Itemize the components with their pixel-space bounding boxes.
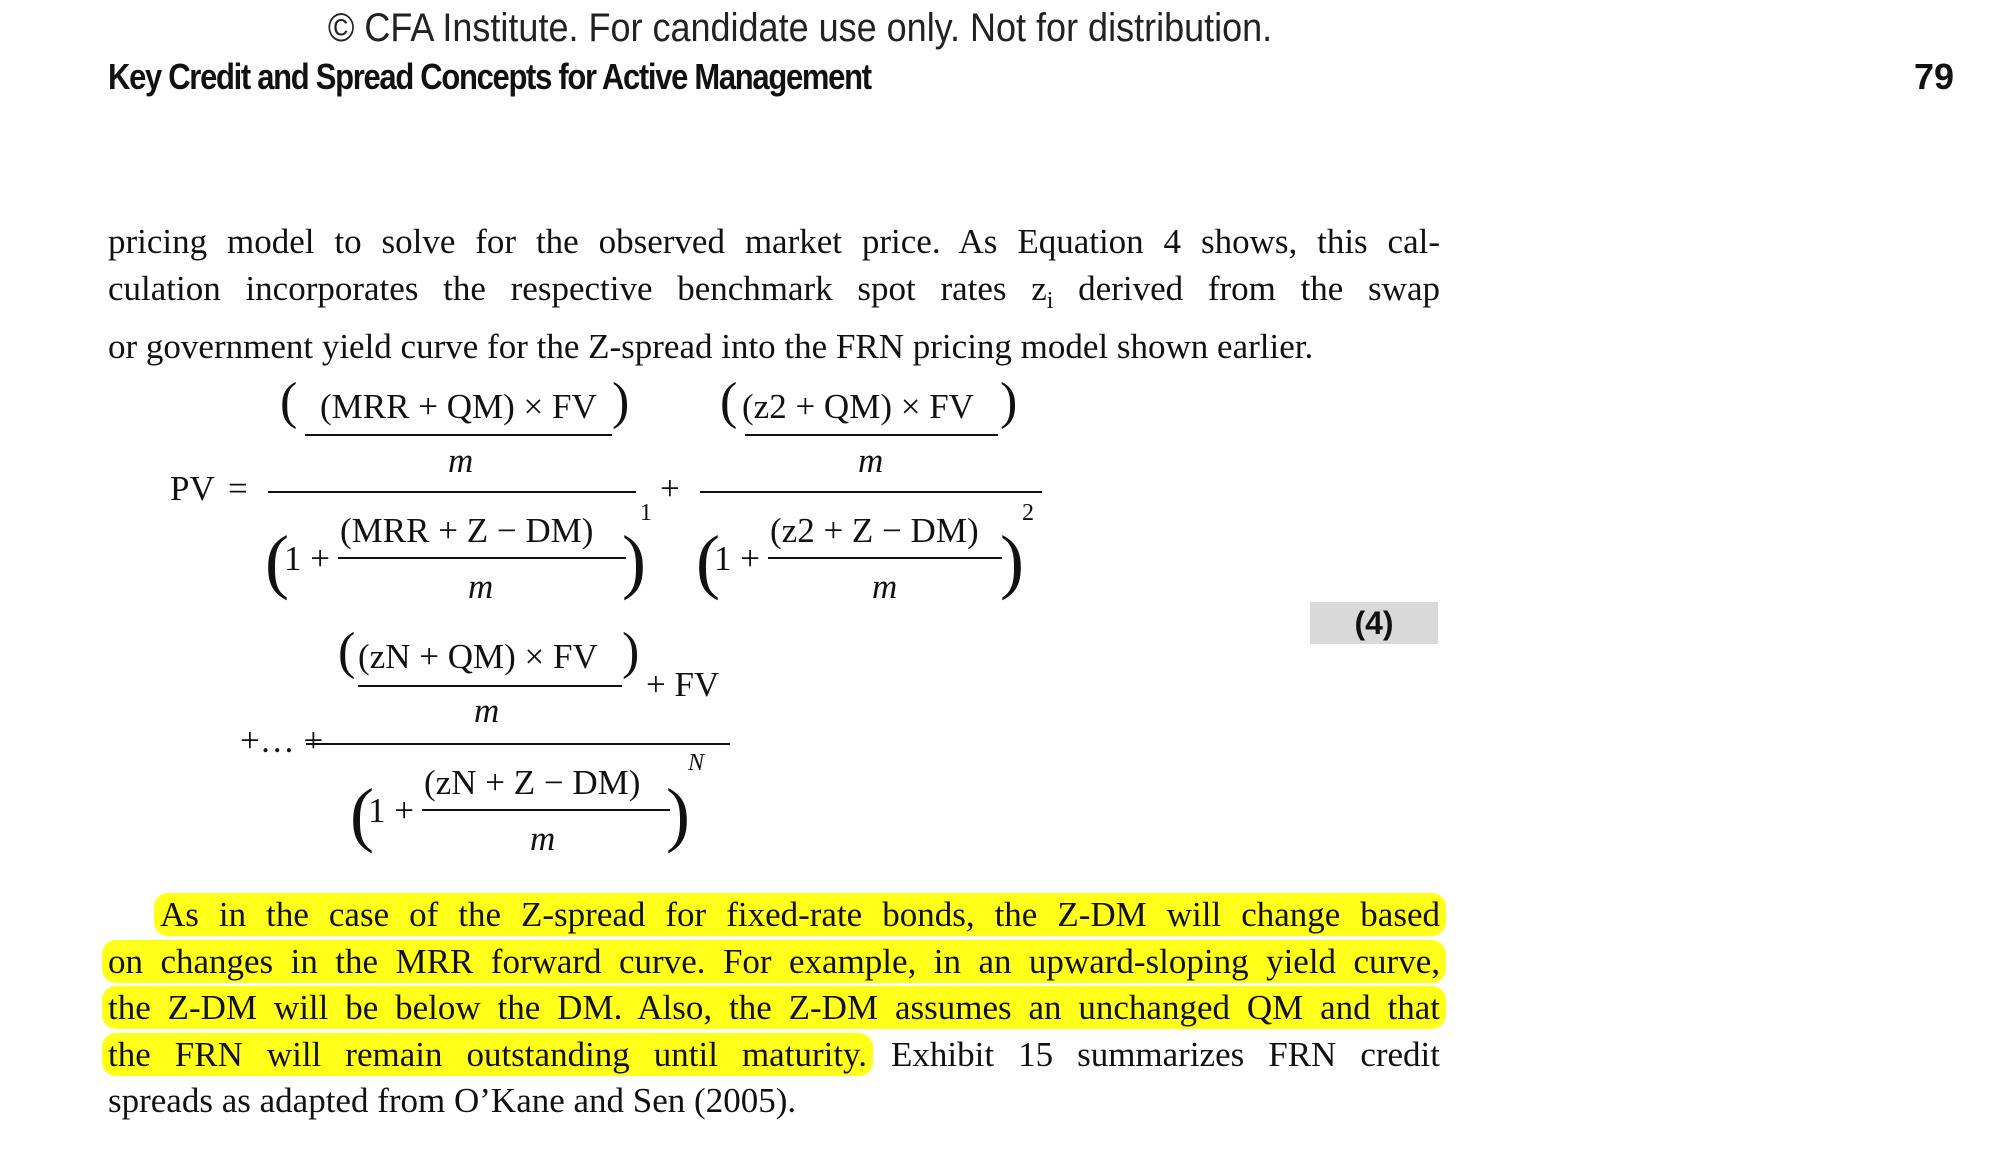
followup-line-2: [108, 939, 1440, 986]
term2-den-right-paren: ): [1000, 521, 1024, 601]
termN-exponent: N: [688, 750, 705, 776]
term2-den-left-paren: (: [696, 521, 720, 601]
equation-number: (4): [1310, 602, 1438, 644]
term1-num-right-paren: ): [612, 373, 630, 430]
termN-num-left-paren: (: [338, 623, 356, 680]
term1-den-one-plus: 1 +: [284, 539, 330, 578]
intro-line-2-start: culation incorporates the respective benchmark spot rates z: [108, 268, 1047, 308]
termN-numerator-text: (zN + QM) × FV: [358, 637, 598, 676]
term2-num-left-paren: (: [720, 373, 738, 430]
term1-den-text: (MRR + Z − DM): [340, 511, 594, 550]
followup-line-4: [108, 1032, 1440, 1079]
followup-line-4-rest: Exhibit 15 summarizes FRN credit: [867, 1034, 1441, 1074]
highlight-line-1: As in the case of the Z-spread for fixed-rate bonds, the Z-DM will change based: [154, 893, 1446, 936]
highlight-line-2: on changes in the MRR forward curve. For example, in an upward-sloping yield curve,: [102, 940, 1446, 983]
term-2: [696, 373, 1042, 606]
termN-den-left-paren: (: [350, 774, 374, 854]
intro-line-3: or government yield curve for the Z-spread into the FRN pricing model shown earlier.: [108, 327, 1314, 366]
page-number: 79: [1913, 56, 1954, 97]
followup-line-3: [108, 985, 1440, 1032]
spot-rate-subscript: i: [1046, 287, 1054, 314]
term1-num-left-paren: (: [280, 373, 298, 430]
termN-den-one-plus: 1 +: [368, 791, 414, 830]
highlight-line-3: the Z-DM will be below the DM. Also, the Z-DM assumes an unchanged QM and that: [102, 986, 1446, 1029]
term1-num-m: m: [448, 441, 474, 480]
term1-den-right-paren: ): [622, 521, 646, 601]
running-head: Key Credit and Spread Concepts for Active Management: [108, 56, 871, 97]
pv-symbol: PV: [170, 469, 215, 508]
term1-exponent: 1: [640, 500, 652, 526]
intro-line-2-end: derived from the swap: [1053, 268, 1440, 308]
termN-den-text: (zN + Z − DM): [424, 763, 641, 802]
highlight-line-4: the FRN will remain outstanding until maturity.: [102, 1033, 873, 1076]
termN-plus-fv: + FV: [646, 665, 720, 704]
intro-line-1: pricing model to solve for the observed market price. As Equation 4 shows, this cal-: [108, 222, 1440, 261]
term2-den-one-plus: 1 +: [714, 539, 760, 578]
copyright-notice: © CFA Institute. For candidate use only. Not for distribution.: [327, 6, 1273, 50]
term2-num-m: m: [858, 441, 884, 480]
term1-den-m: m: [468, 567, 494, 606]
term1-numerator-text: (MRR + QM) × FV: [320, 387, 597, 426]
followup-line-5: spreads as adapted from O’Kane and Sen (2005).: [108, 1081, 797, 1120]
termN-den-right-paren: ): [666, 774, 690, 854]
termN-num-m: m: [474, 691, 500, 730]
term2-den-m: m: [872, 567, 898, 606]
termN-num-right-paren: ): [622, 623, 640, 680]
term1-den-left-paren: (: [265, 521, 289, 601]
followup-paragraph: [108, 892, 1440, 1125]
term-n: [306, 623, 730, 858]
equals-sign: =: [228, 469, 248, 508]
plus-sign: +: [660, 469, 680, 508]
followup-line-1: [108, 892, 1440, 939]
term2-numerator-text: (z2 + QM) × FV: [742, 387, 974, 426]
term-1: [265, 373, 652, 606]
term2-exponent: 2: [1022, 500, 1034, 526]
ellipsis-plus: +… +: [240, 721, 324, 760]
termN-den-m: m: [530, 819, 556, 858]
term2-num-right-paren: ): [1000, 373, 1018, 430]
term2-den-text: (z2 + Z − DM): [770, 511, 979, 550]
